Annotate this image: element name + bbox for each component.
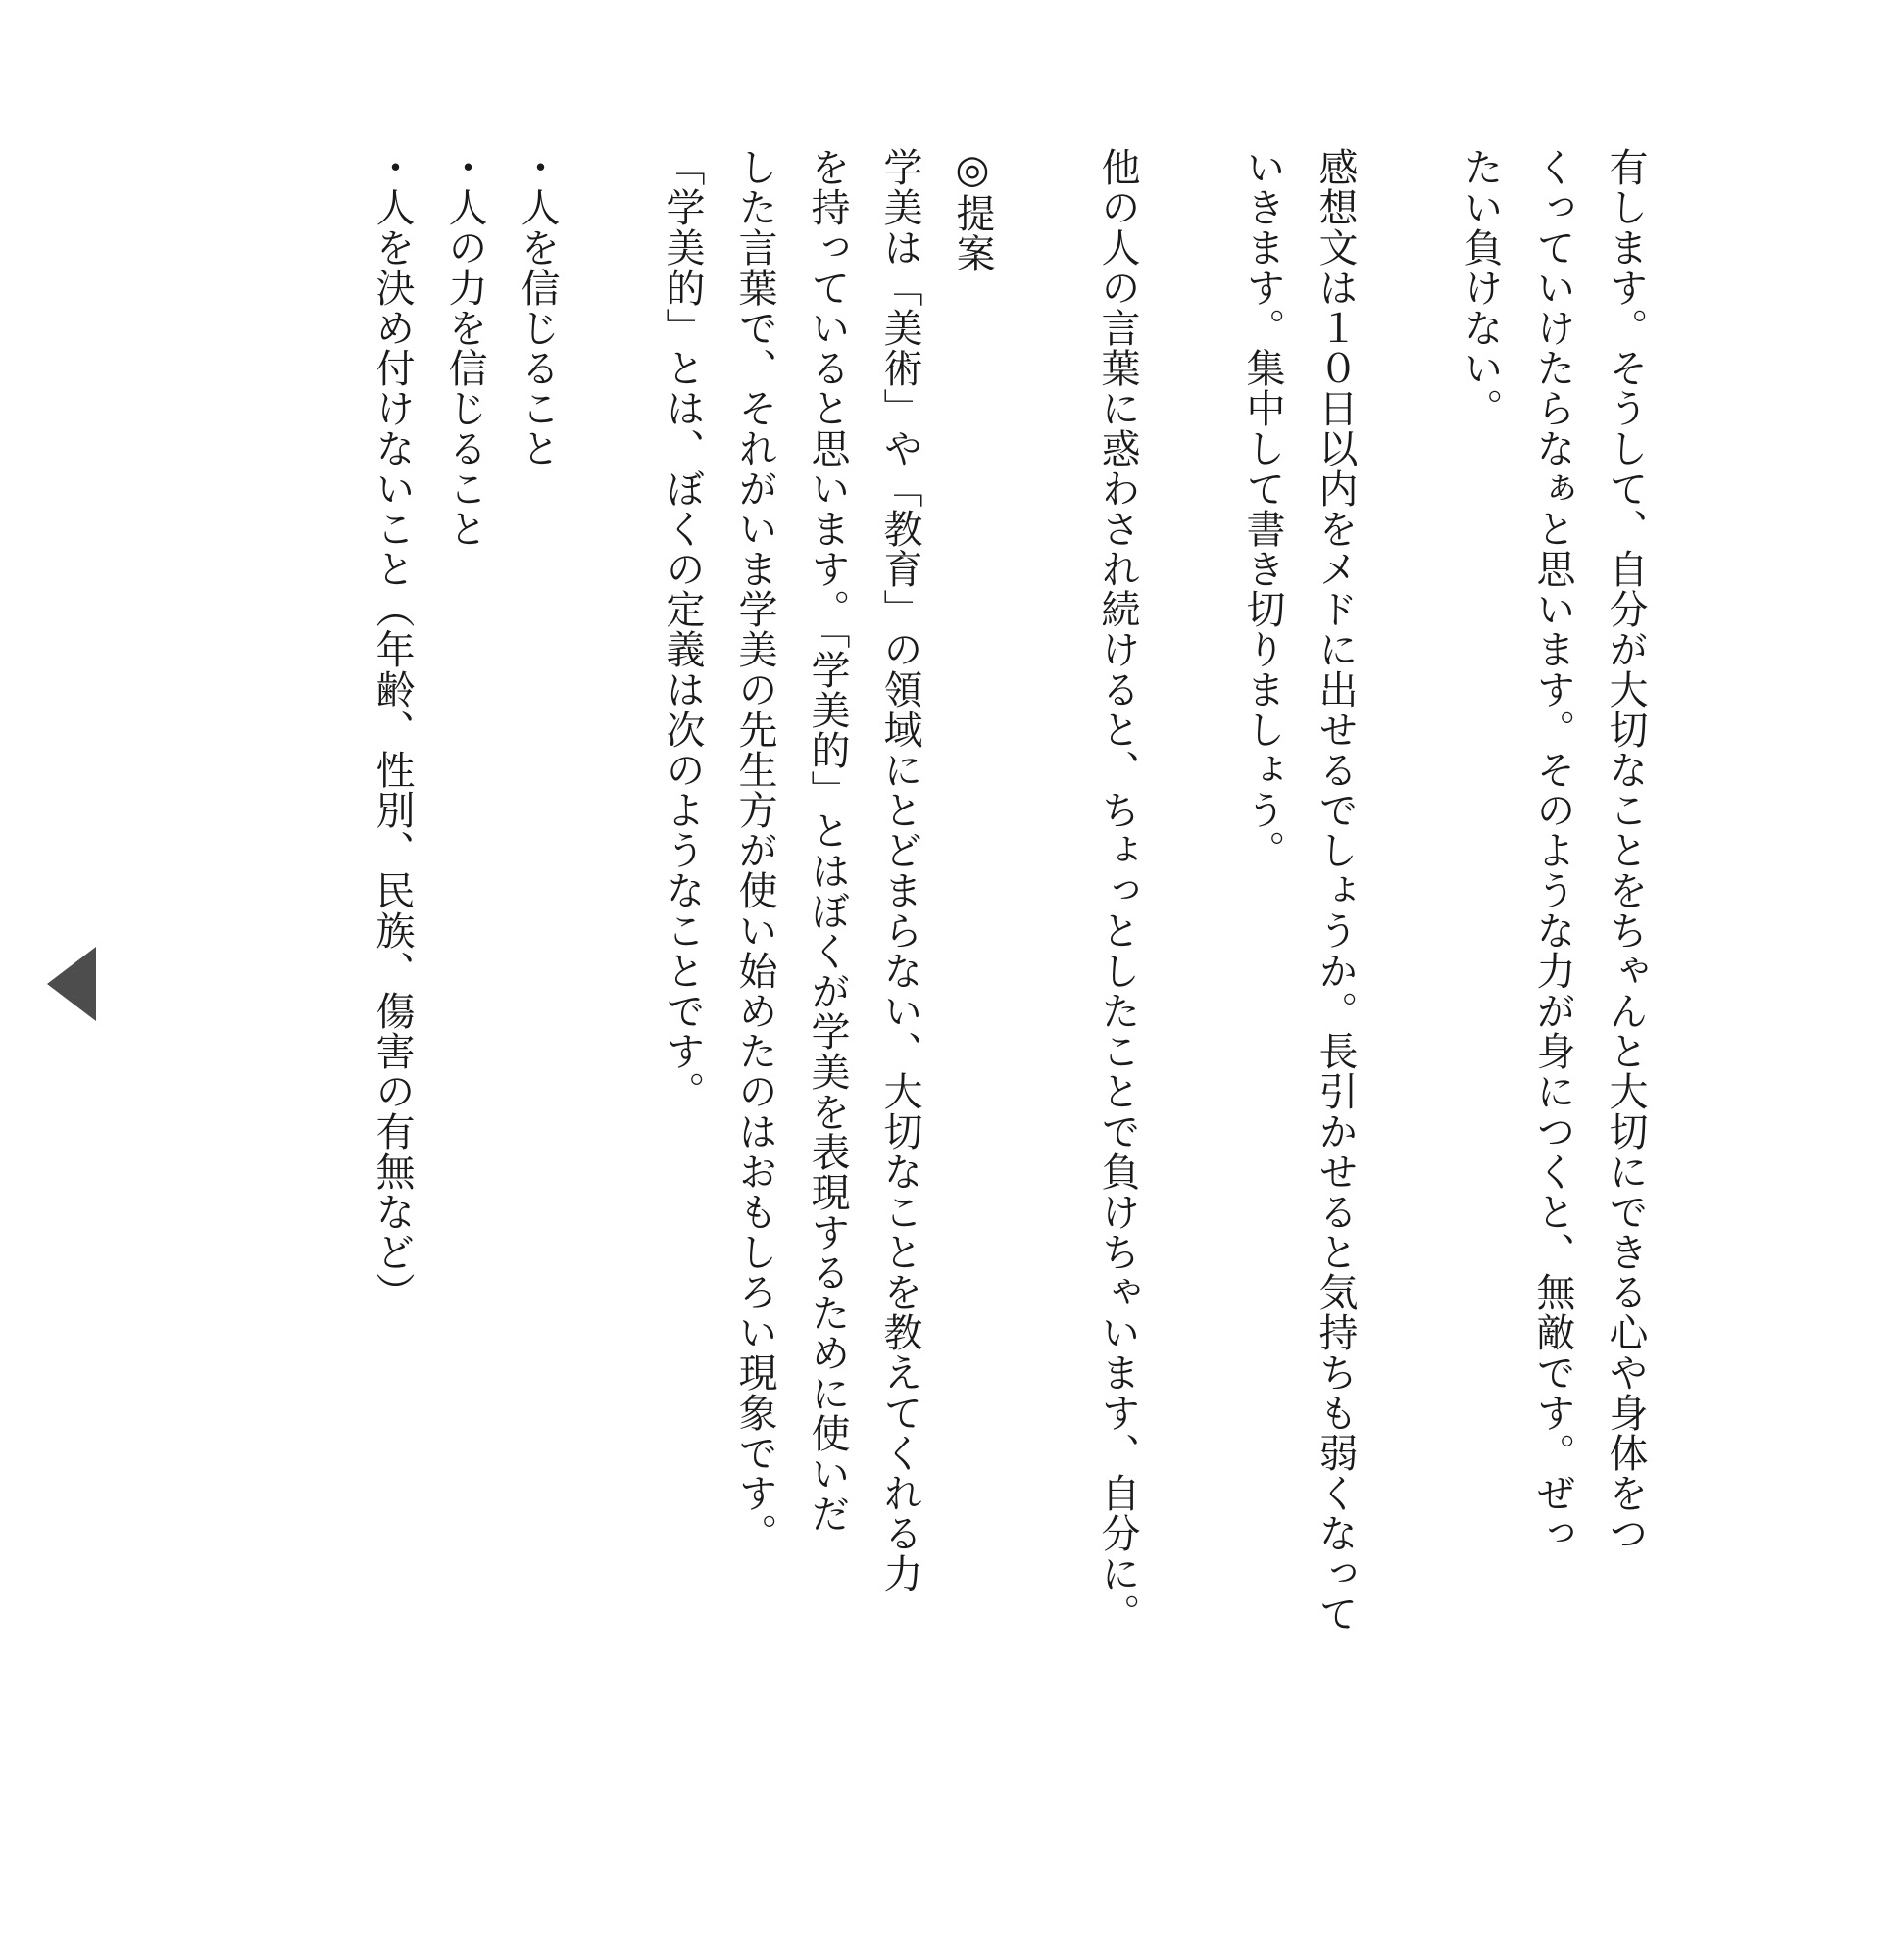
paragraph-gap	[573, 147, 646, 1813]
text-line: いきます。集中して書き切りましょう。	[1240, 147, 1285, 870]
text-line: くっていけたらなぁと思います。そのような力が身につくと、無敵です。ぜっ	[1530, 147, 1575, 1553]
text-line: 感想文は１０日以内をメドに出せるでしょうか。長引かせると気持ちも弱くなって	[1313, 147, 1358, 1634]
text-line: たい負けない。	[1458, 147, 1503, 428]
text-line: した言葉で、それがいま学美の先生方が使い始めたのはおもしろい現象です。	[732, 147, 777, 1553]
list-item: ・人を信じること	[515, 147, 560, 468]
text-line: を持っていると思います。「学美的」とはぼくが学美を表現するために使いだ	[805, 147, 850, 1534]
text-line: 他の人の言葉に惑わされ続けると、ちょっとしたことで負けちゃいます、自分に。	[1095, 147, 1140, 1634]
paragraph-gap	[1154, 147, 1226, 1813]
paragraph-gap	[1371, 147, 1444, 1813]
triangle-left-icon[interactable]	[47, 947, 96, 1021]
text-line: 有します。そうして、自分が大切なことをちゃんと大切にできる心や身体をつ	[1603, 147, 1648, 1553]
paragraph-gap	[1009, 147, 1081, 1813]
text-line: 「学美的」とは、ぼくの定義は次のようなことです。	[660, 147, 705, 1111]
section-heading: ◎提案	[950, 147, 995, 273]
list-item: ・人の力を信じること	[442, 147, 487, 549]
vertical-text-page	[356, 147, 1662, 1813]
list-item: ・人を決め付けないこと（年齢、性別、民族、傷害の有無など）	[370, 147, 415, 1312]
text-line: 学美は「美術」や「教育」の領域にとどまらない、大切なことを教えてくれる力	[877, 147, 922, 1593]
